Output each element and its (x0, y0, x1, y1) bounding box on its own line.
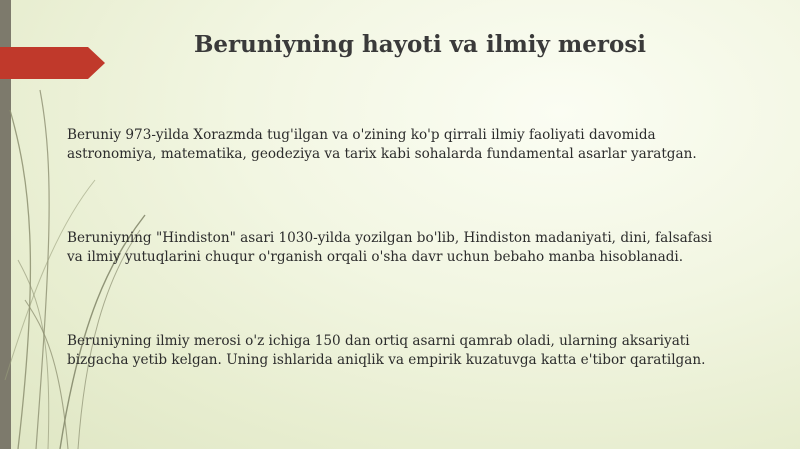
paragraph-1-line-2: astronomiya, matematika, geodeziya va tarix kabi sohalarda fundamental asarlar yaratgan. (67, 146, 697, 162)
paragraph-2-line-1: Beruniyning "Hindiston" asari 1030-yilda yozilgan bo'lib, Hindiston madaniyati, dini, falsafasi (67, 230, 713, 246)
paragraph-2 (67, 229, 767, 267)
paragraph-3-line-1: Beruniyning ilmiy merosi o'z ichiga 150 dan ortiq asarni qamrab oladi, ularning aksariyati (67, 333, 690, 349)
paragraph-3 (67, 332, 767, 370)
paragraph-3-line-2: bizgacha yetib kelgan. Uning ishlarida aniqlik va empirik kuzatuvga katta e'tibor qaratilgan. (67, 352, 706, 368)
slide-title: Beruniyning hayoti va ilmiy merosi (193, 31, 646, 58)
paragraph-1 (67, 126, 767, 164)
paragraph-1-line-1: Beruniy 973-yilda Xorazmda tug'ilgan va o'zining ko'p qirrali ilmiy faoliyati davomida (67, 127, 656, 143)
accent-arrow-shape (0, 47, 105, 79)
paragraph-2-line-2: va ilmiy yutuqlarini chuqur o'rganish orqali o'sha davr uchun bebaho manba hisoblanadi. (67, 249, 684, 265)
